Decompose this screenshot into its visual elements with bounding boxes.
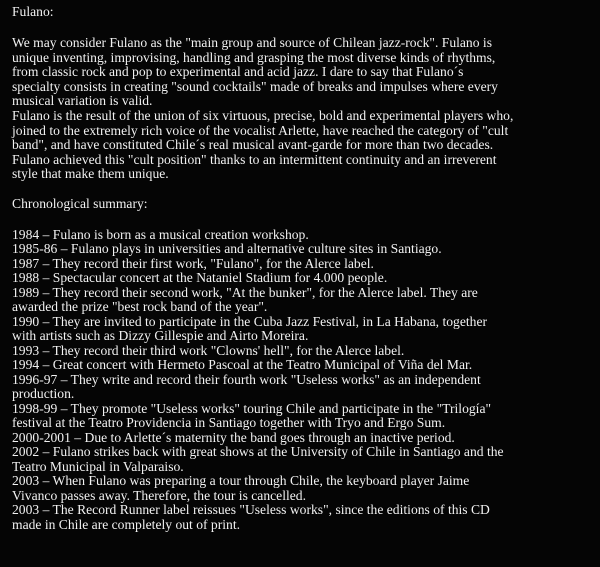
- entry-line: 1984 – Fulano is born as a musical creation workshop.: [12, 226, 309, 242]
- intro-line: unique inventing, improvising, handling and grasping the most diverse kinds of rhythms,: [12, 49, 496, 65]
- entry-line: 1993 – They record their third work "Clowns' hell", for the Alerce label.: [12, 342, 405, 358]
- entry-line: 1985-86 – Fulano plays in universities and alternative culture sites in Santiago.: [12, 241, 442, 257]
- intro-paragraph: [12, 36, 588, 109]
- entry-line: made in Chile are completely out of print.: [12, 516, 241, 532]
- entry-line: festival at the Teatro Providencia in Santiago together with Tryo and Ergo Sum.: [12, 415, 446, 431]
- chronology-entry: [12, 344, 588, 359]
- entry-line: with artists such as Dizzy Gillespie and Airto Moreira.: [12, 328, 309, 344]
- entry-line: 1988 – Spectacular concert at the Nataniel Stadium for 4.000 people.: [12, 270, 388, 286]
- entry-line: awarded the prize "best rock band of the year".: [12, 299, 268, 315]
- chronology-entry: [12, 242, 588, 257]
- entry-line: Teatro Municipal in Valparaiso.: [12, 458, 184, 474]
- entry-line: 1996-97 – They write and record their fourth work "Useless works" as an independent: [12, 371, 481, 387]
- chronology-entry: [12, 431, 588, 446]
- entry-line: 1989 – They record their second work, "At the bunker", for the Alerce label. They are: [12, 284, 478, 300]
- chronology-entry: [12, 358, 588, 373]
- entry-line: 1994 – Great concert with Hermeto Pascoal at the Teatro Municipal of Viña del Mar.: [12, 357, 473, 373]
- chronology-entry: [12, 402, 588, 431]
- entry-line: Vivanco passes away. Therefore, the tour is cancelled.: [12, 487, 306, 503]
- description-line: Fulano is the result of the union of six virtuous, precise, bold and experimental players who,: [12, 107, 514, 123]
- entry-line: 2003 – When Fulano was preparing a tour through Chile, the keyboard player Jaime: [12, 473, 470, 489]
- entry-line: 1990 – They are invited to participate in the Cuba Jazz Festival, in La Habana, together: [12, 313, 487, 329]
- intro-line: from classic rock and pop to experimental and acid jazz. I dare to say that Fulano´s: [12, 64, 464, 80]
- page-title: Fulano:: [12, 4, 54, 19]
- intro-line: specialty consists in creating "sound cocktails" made of breaks and impulses where every: [12, 78, 498, 94]
- description-line: joined to the extremely rich voice of the vocalist Arlette, have reached the category of "cult: [12, 122, 509, 138]
- intro-line: We may consider Fulano as the "main group and source of Chilean jazz-rock". Fulano is: [12, 35, 492, 50]
- chronology-entry: [12, 257, 588, 272]
- description-line: style that make them unique.: [12, 166, 169, 182]
- entry-line: 2000-2001 – Due to Arlette´s maternity the band goes through an inactive period.: [12, 429, 455, 445]
- chronology-entry: [12, 474, 588, 503]
- entry-line: 1987 – They record their first work, "Fulano", for the Alerce label.: [12, 255, 374, 271]
- chronology-entry: [12, 228, 588, 243]
- intro-line: musical variation is valid.: [12, 93, 153, 109]
- chronology-entry: [12, 503, 588, 532]
- summary-heading: Chronological summary:: [12, 195, 148, 211]
- entry-line: 1998-99 – They promote "Useless works" touring Chile and participate in the "Trilogía": [12, 400, 492, 416]
- chronology-list: [12, 228, 588, 533]
- chronology-entry: [12, 445, 588, 474]
- description-line: band", and have constituted Chile´s real musical avant-garde for more than two decades.: [12, 137, 494, 153]
- chronology-entry: [12, 373, 588, 402]
- chronology-entry: [12, 315, 588, 344]
- band-description-paragraph: [12, 109, 588, 182]
- entry-line: production.: [12, 386, 75, 402]
- entry-line: 2002 – Fulano strikes back with great shows at the University of Chile in Santiago and the: [12, 444, 504, 460]
- chronology-entry: [12, 286, 588, 315]
- entry-line: 2003 – The Record Runner label reissues "Useless works", since the editions of this CD: [12, 502, 490, 518]
- chronology-entry: [12, 271, 588, 286]
- description-line: Fulano achieved this "cult position" thanks to an intermittent continuity and an irreverent: [12, 151, 497, 167]
